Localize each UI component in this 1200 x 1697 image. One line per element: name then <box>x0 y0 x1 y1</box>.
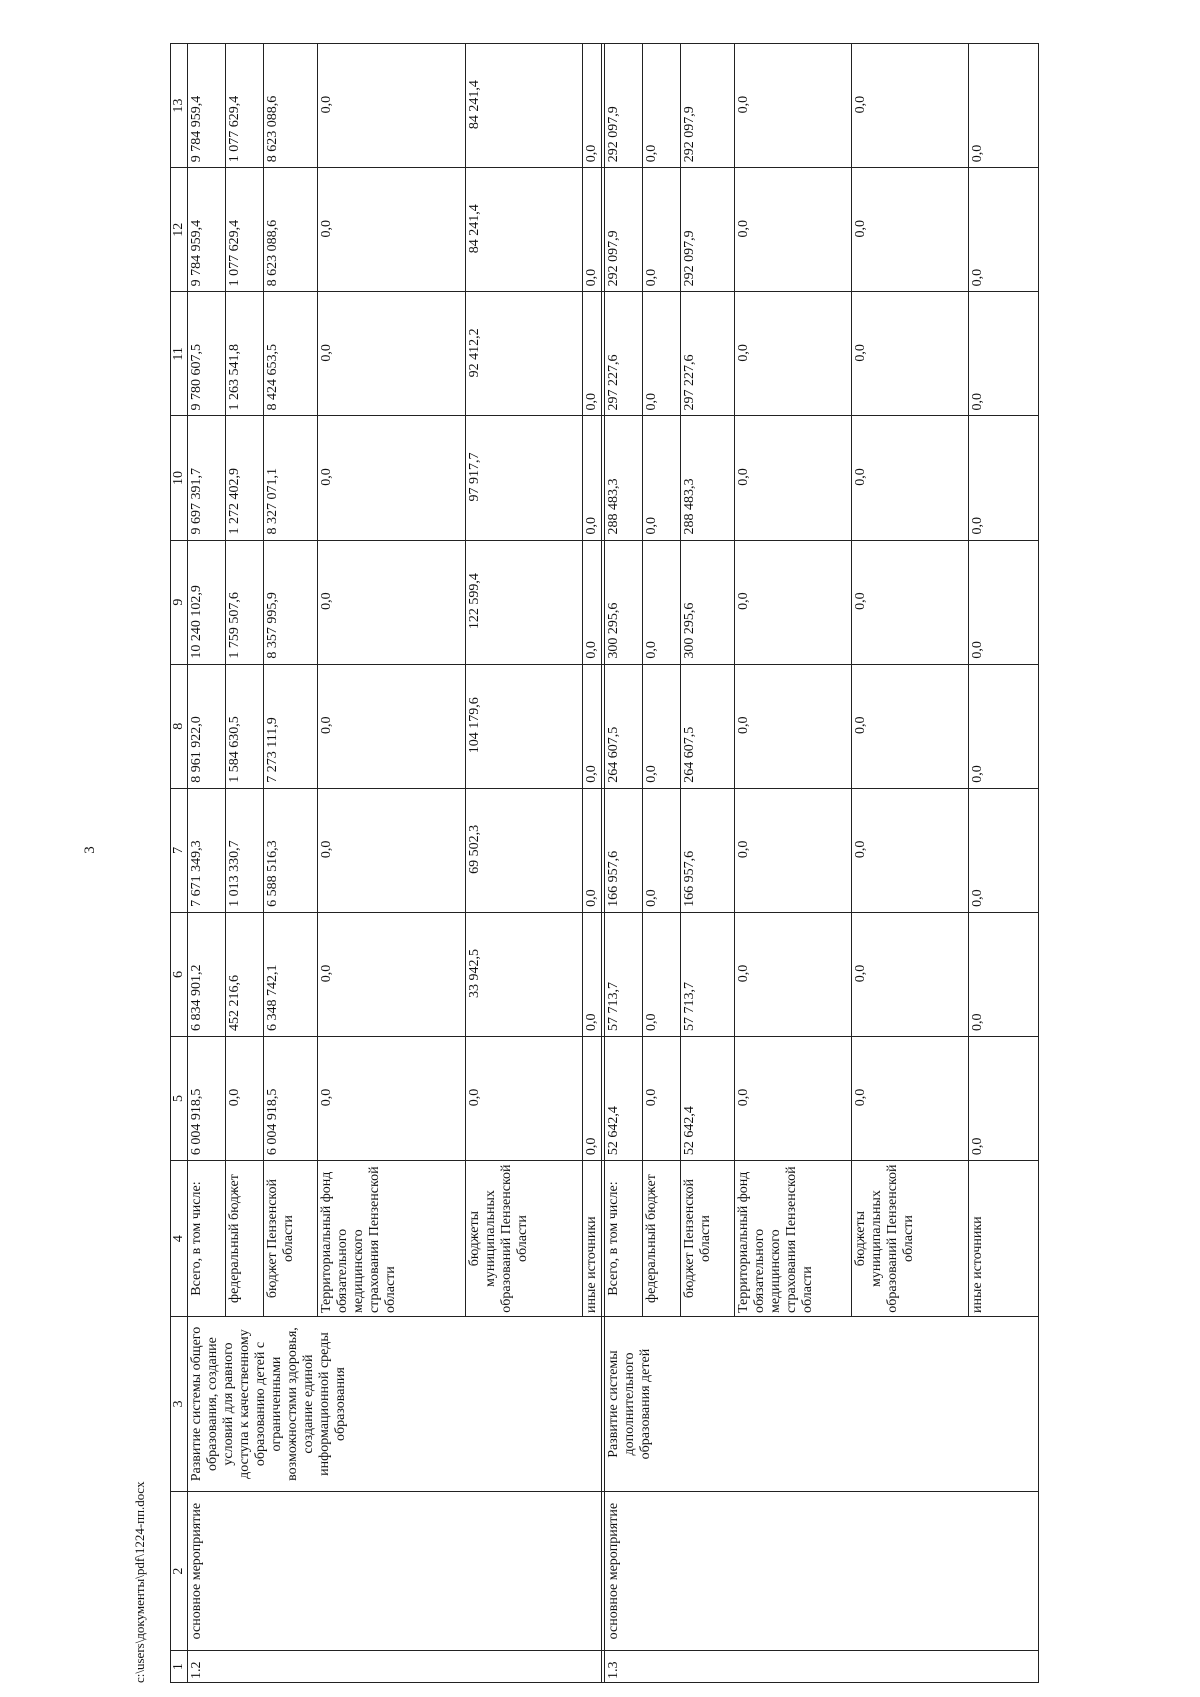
value-cell: 0,0 <box>318 416 466 540</box>
funding-source: иные источники <box>583 1161 602 1317</box>
value-cell: 0,0 <box>583 1036 602 1160</box>
value-cell: 0,0 <box>583 416 602 540</box>
value-cell: 0,0 <box>852 168 969 292</box>
value-cell: 0,0 <box>583 664 602 788</box>
value-cell: 0,0 <box>969 912 1039 1036</box>
value-cell: 0,0 <box>735 292 852 416</box>
value-cell: 1 759 507,6 <box>226 540 264 664</box>
value-cell: 288 483,3 <box>605 416 643 540</box>
value-cell: 0,0 <box>318 44 466 168</box>
value-cell: 9 697 391,7 <box>188 416 226 540</box>
value-cell: 0,0 <box>643 788 681 912</box>
value-cell: 0,0 <box>643 664 681 788</box>
value-cell: 52 642,4 <box>681 1036 735 1160</box>
value-cell: 0,0 <box>318 912 466 1036</box>
rotated-table-container <box>170 43 1100 1683</box>
column-header: 4 <box>171 1161 188 1317</box>
funding-source: Территориальный фонд обязательного медицинского страхования Пензенской области <box>318 1161 466 1317</box>
section-title: Развитие системы общего образования, создание условий для равного доступа к качественному образованию детей с ограниченными возможностями здоровья, создание единой информационной среды образования <box>188 1317 602 1492</box>
section-title: Развитие системы дополнительного образования детей <box>605 1317 1039 1492</box>
table-body <box>188 44 1039 1683</box>
value-cell: 0,0 <box>969 168 1039 292</box>
value-cell: 1 263 541,8 <box>226 292 264 416</box>
value-cell: 6 588 516,3 <box>264 788 318 912</box>
value-cell: 104 179,6 <box>466 664 583 788</box>
value-cell: 0,0 <box>735 664 852 788</box>
value-cell: 0,0 <box>735 540 852 664</box>
value-cell: 0,0 <box>735 912 852 1036</box>
value-cell: 300 295,6 <box>681 540 735 664</box>
value-cell: 122 599,4 <box>466 540 583 664</box>
column-header: 12 <box>171 168 188 292</box>
value-cell: 300 295,6 <box>605 540 643 664</box>
value-cell: 52 642,4 <box>605 1036 643 1160</box>
value-cell: 0,0 <box>643 540 681 664</box>
value-cell: 292 097,9 <box>681 44 735 168</box>
section-number: 1.2 <box>188 1651 602 1683</box>
funding-source: Всего, в том числе: <box>605 1161 643 1317</box>
value-cell: 92 412,2 <box>466 292 583 416</box>
value-cell: 6 004 918,5 <box>188 1036 226 1160</box>
footer-file-path: c:\users\документы\pdf\1224-пп.docx <box>132 1481 147 1683</box>
value-cell: 0,0 <box>735 44 852 168</box>
value-cell: 0,0 <box>969 1036 1039 1160</box>
funding-source: бюджеты муниципальных образований Пензенской области <box>466 1161 583 1317</box>
column-header: 9 <box>171 540 188 664</box>
value-cell: 0,0 <box>226 1036 264 1160</box>
value-cell: 6 004 918,5 <box>264 1036 318 1160</box>
funding-source: иные источники <box>969 1161 1039 1317</box>
column-header: 7 <box>171 788 188 912</box>
value-cell: 0,0 <box>583 788 602 912</box>
value-cell: 84 241,4 <box>466 44 583 168</box>
value-cell: 0,0 <box>318 1036 466 1160</box>
value-cell: 292 097,9 <box>605 168 643 292</box>
value-cell: 0,0 <box>852 788 969 912</box>
value-cell: 6 348 742,1 <box>264 912 318 1036</box>
value-cell: 292 097,9 <box>605 44 643 168</box>
column-header: 11 <box>171 292 188 416</box>
value-cell: 0,0 <box>583 292 602 416</box>
value-cell: 0,0 <box>852 292 969 416</box>
table-row <box>605 44 643 1683</box>
value-cell: 0,0 <box>852 540 969 664</box>
value-cell: 8 327 071,1 <box>264 416 318 540</box>
value-cell: 0,0 <box>643 292 681 416</box>
value-cell: 0,0 <box>318 788 466 912</box>
table-row <box>188 44 226 1683</box>
page-number: 3 <box>82 846 98 854</box>
value-cell: 0,0 <box>969 416 1039 540</box>
value-cell: 264 607,5 <box>681 664 735 788</box>
value-cell: 452 216,6 <box>226 912 264 1036</box>
value-cell: 0,0 <box>583 540 602 664</box>
value-cell: 0,0 <box>583 912 602 1036</box>
value-cell: 8 623 088,6 <box>264 168 318 292</box>
value-cell: 57 713,7 <box>605 912 643 1036</box>
value-cell: 0,0 <box>583 168 602 292</box>
value-cell: 297 227,6 <box>681 292 735 416</box>
value-cell: 0,0 <box>318 292 466 416</box>
value-cell: 0,0 <box>969 540 1039 664</box>
value-cell: 8 623 088,6 <box>264 44 318 168</box>
value-cell: 0,0 <box>318 664 466 788</box>
funding-source: Территориальный фонд обязательного медицинского страхования Пензенской области <box>735 1161 852 1317</box>
value-cell: 1 584 630,5 <box>226 664 264 788</box>
value-cell: 0,0 <box>643 1036 681 1160</box>
column-header: 1 <box>171 1651 188 1683</box>
section-type: основное мероприятие <box>188 1492 602 1651</box>
value-cell: 9 784 959,4 <box>188 44 226 168</box>
value-cell: 8 424 653,5 <box>264 292 318 416</box>
value-cell: 0,0 <box>643 416 681 540</box>
funding-source: бюджеты муниципальных образований Пензенской области <box>852 1161 969 1317</box>
column-header: 10 <box>171 416 188 540</box>
value-cell: 0,0 <box>969 664 1039 788</box>
value-cell: 10 240 102,9 <box>188 540 226 664</box>
column-header: 8 <box>171 664 188 788</box>
value-cell: 9 784 959,4 <box>188 168 226 292</box>
column-header: 6 <box>171 912 188 1036</box>
value-cell: 33 942,5 <box>466 912 583 1036</box>
value-cell: 7 273 111,9 <box>264 664 318 788</box>
value-cell: 166 957,6 <box>605 788 643 912</box>
value-cell: 1 077 629,4 <box>226 168 264 292</box>
funding-source: Всего, в том числе: <box>188 1161 226 1317</box>
value-cell: 264 607,5 <box>605 664 643 788</box>
column-header: 5 <box>171 1036 188 1160</box>
section-number: 1.3 <box>605 1651 1039 1683</box>
column-header: 3 <box>171 1317 188 1492</box>
value-cell: 9 780 607,5 <box>188 292 226 416</box>
value-cell: 297 227,6 <box>605 292 643 416</box>
section-type: основное мероприятие <box>605 1492 1039 1651</box>
value-cell: 0,0 <box>643 168 681 292</box>
value-cell: 0,0 <box>852 664 969 788</box>
value-cell: 0,0 <box>643 912 681 1036</box>
value-cell: 57 713,7 <box>681 912 735 1036</box>
funding-source: бюджет Пензенской области <box>264 1161 318 1317</box>
value-cell: 0,0 <box>318 168 466 292</box>
value-cell: 0,0 <box>643 44 681 168</box>
value-cell: 0,0 <box>969 788 1039 912</box>
value-cell: 0,0 <box>735 416 852 540</box>
value-cell: 6 834 901,2 <box>188 912 226 1036</box>
value-cell: 0,0 <box>735 1036 852 1160</box>
value-cell: 0,0 <box>969 292 1039 416</box>
funding-source: федеральный бюджет <box>226 1161 264 1317</box>
value-cell: 288 483,3 <box>681 416 735 540</box>
value-cell: 0,0 <box>735 788 852 912</box>
value-cell: 0,0 <box>583 44 602 168</box>
funding-source: бюджет Пензенской области <box>681 1161 735 1317</box>
value-cell: 1 013 330,7 <box>226 788 264 912</box>
value-cell: 166 957,6 <box>681 788 735 912</box>
value-cell: 7 671 349,3 <box>188 788 226 912</box>
funding-source: федеральный бюджет <box>643 1161 681 1317</box>
column-number-row <box>171 44 188 1683</box>
value-cell: 0,0 <box>852 44 969 168</box>
column-header: 2 <box>171 1492 188 1651</box>
value-cell: 0,0 <box>466 1036 583 1160</box>
value-cell: 69 502,3 <box>466 788 583 912</box>
value-cell: 8 961 922,0 <box>188 664 226 788</box>
column-header: 13 <box>171 44 188 168</box>
budget-table <box>170 43 1039 1683</box>
value-cell: 292 097,9 <box>681 168 735 292</box>
value-cell: 1 077 629,4 <box>226 44 264 168</box>
value-cell: 0,0 <box>735 168 852 292</box>
value-cell: 84 241,4 <box>466 168 583 292</box>
value-cell: 0,0 <box>318 540 466 664</box>
value-cell: 1 272 402,9 <box>226 416 264 540</box>
value-cell: 0,0 <box>852 416 969 540</box>
value-cell: 0,0 <box>969 44 1039 168</box>
value-cell: 8 357 995,9 <box>264 540 318 664</box>
value-cell: 97 917,7 <box>466 416 583 540</box>
value-cell: 0,0 <box>852 912 969 1036</box>
value-cell: 0,0 <box>852 1036 969 1160</box>
